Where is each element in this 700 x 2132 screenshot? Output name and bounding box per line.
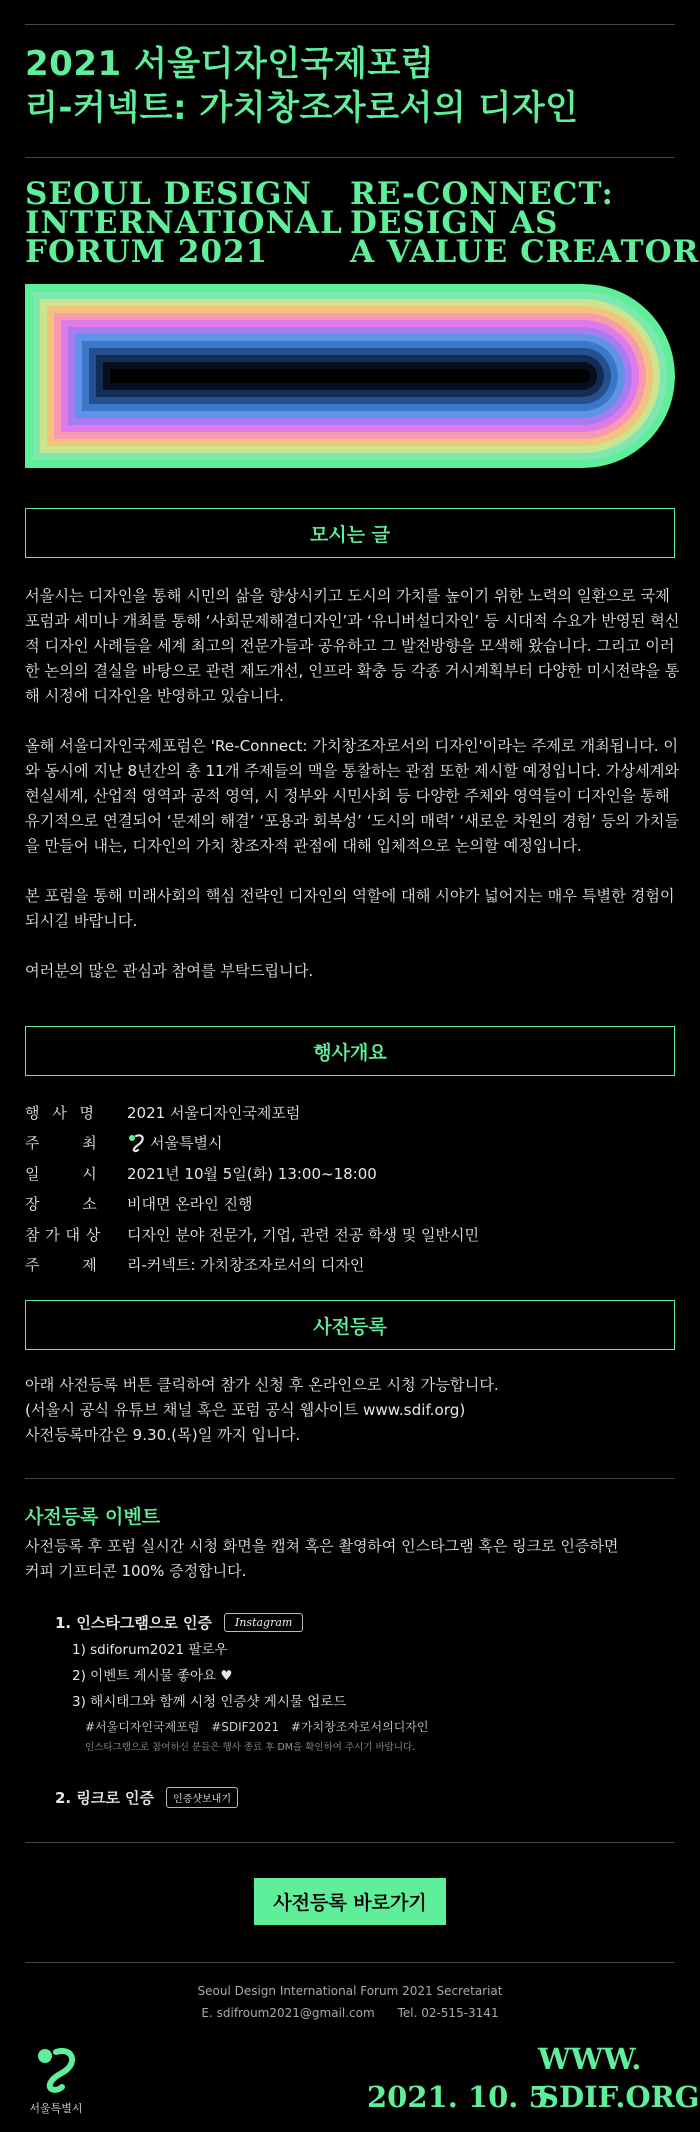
event-description: 사전등록 후 포럼 실시간 시청 화면을 캡쳐 혹은 촬영하여 인스타그램 혹은 링크로 인증하면 커피 기프티콘 100% 증정합니다. bbox=[25, 1537, 619, 1580]
overview-value: 디자인 분야 전문가, 기업, 관련 전공 학생 및 일반시민 bbox=[127, 1225, 479, 1244]
footer-date: 2021. 10. 5 bbox=[367, 2080, 549, 2114]
overview-label: 행 사 명 bbox=[25, 1103, 95, 1122]
event-item-link: 2. 링크로 인증 인증샷보내기 bbox=[55, 1787, 655, 1808]
english-title-left: SEOUL DESIGN INTERNATIONAL FORUM 2021 bbox=[25, 176, 343, 270]
overview-value: 서울특별시 bbox=[127, 1132, 222, 1153]
title-line-1: 2021 서울디자인국제포럼 bbox=[25, 44, 435, 84]
section-heading-registration: 사전등록 bbox=[25, 1300, 675, 1350]
footer-website: WWW. SDIF.ORG bbox=[538, 2042, 700, 2114]
greeting-text bbox=[25, 584, 680, 984]
overview-row bbox=[25, 1189, 675, 1220]
register-now-button[interactable]: 사전등록 바로가기 bbox=[254, 1878, 446, 1925]
seoul-logo-label: 서울특별시 bbox=[29, 2102, 83, 2115]
registration-text: 아래 사전등록 버튼 클릭하여 참가 신청 후 온라인으로 시청 가능합니다. (서울시 공식 유튜브 채널 혹은 포럼 공식 웹사이트 www.sdif.org) 사전등록마감은 9.30.(목)일 까지 입니다. bbox=[25, 1376, 499, 1444]
event-heading: 사전등록 이벤트 bbox=[25, 1506, 161, 1528]
divider bbox=[25, 1478, 675, 1479]
overview-row bbox=[25, 1250, 675, 1281]
section-heading-overview: 행사개요 bbox=[25, 1026, 675, 1076]
greeting-paragraph: 올해 서울디자인국제포럼은 'Re-Connect: 가치창조자로서의 디자인'이라는 주제로 개최됩니다. 이와 동시에 지난 8년간의 총 11개 주제들의 맥을 통찰하는 관점 또한 제시할 예정입니다. 가상세계와 현실세계, 산업적 영역과 공적 영역, 시 정부와 시민사회 등 다양한 주체와 영역들이 디자인을 통해 유기적으로 연결되어 ‘문제의 해결’ ‘포용과 회복성’ ‘도시의 매력’ ‘새로운 차원의 경험’ 등의 가치들을 만들어 내는, 디자인의 가치 창조자적 관점에 대해 입체적으로 논의할 예정입니다. bbox=[25, 737, 680, 855]
event-hashtags: #서울디자인국제포럼 #SDIF2021 #가치창조자로서의디자인 bbox=[85, 1720, 429, 1734]
greeting-paragraph: 본 포럼을 통해 미래사회의 핵심 전략인 디자인의 역할에 대해 시야가 넓어지는 매우 특별한 경험이 되시길 바랍니다. bbox=[25, 887, 675, 930]
overview-row bbox=[25, 1158, 675, 1189]
seoul-city-logo bbox=[26, 2044, 86, 2116]
overview-label: 주 제 bbox=[25, 1256, 97, 1275]
event-step: 3) 해시태그와 함께 시청 인증샷 게시물 업로드 bbox=[72, 1694, 347, 1710]
event-step: 2) 이벤트 게시물 좋아요 ♥ bbox=[72, 1668, 233, 1684]
greeting-paragraph: 여러분의 많은 관심과 참여를 부탁드립니다. bbox=[25, 962, 314, 980]
overview-value: 2021년 10월 5일(화) 13:00~18:00 bbox=[127, 1164, 377, 1183]
section-heading-greeting: 모시는 글 bbox=[25, 508, 675, 558]
divider bbox=[25, 1962, 675, 1963]
overview-value: 리-커넥트: 가치창조자로서의 디자인 bbox=[127, 1256, 365, 1275]
gradient-d-graphic bbox=[25, 284, 675, 468]
title-line-2: 리-커넥트: 가치창조자로서의 디자인 bbox=[25, 88, 579, 128]
greeting-paragraph: 서울시는 디자인을 통해 시민의 삶을 향상시키고 도시의 가치를 높이기 위한 노력의 일환으로 국제포럼과 세미나 개최를 통해 ‘사회문제해결디자인’과 ‘유니버설디자인’ 등 시대적 수요가 반영된 혁신적 디자인 사례들을 세계 최고의 전문가들과 공유하고 그 발전방향을 모색해 왔습니다. 그리고 이러한 논의의 결실을 바탕으로 관련 제도개선, 인프라 확충 등 각종 거시계획부터 다양한 미시전략을 통해 시정에 디자인을 반영하고 있습니다. bbox=[25, 587, 680, 705]
overview-label: 참 가 대 상 bbox=[25, 1225, 101, 1244]
footer-secretariat: Seoul Design International Forum 2021 Secretariat bbox=[197, 1984, 503, 1998]
page-title-korean bbox=[25, 42, 579, 130]
overview-value: 2021 서울디자인국제포럼 bbox=[127, 1103, 301, 1122]
send-proof-pill[interactable]: 인증샷보내기 bbox=[166, 1787, 238, 1808]
overview-row bbox=[25, 1097, 675, 1128]
title-divider bbox=[25, 157, 675, 158]
overview-value: 비대면 온라인 진행 bbox=[127, 1195, 253, 1214]
event-note: 인스타그램으로 참여하신 분들은 행사 종료 후 DM을 확인하여 주시기 바랍니다. bbox=[85, 1742, 416, 1753]
instagram-pill[interactable]: Instagram bbox=[224, 1613, 303, 1632]
divider bbox=[25, 1842, 675, 1843]
overview-label: 일 시 bbox=[25, 1164, 97, 1183]
footer-contact: E. sdifroum2021@gmail.com Tel. 02-515-3141 bbox=[201, 2006, 499, 2020]
overview-label: 주 최 bbox=[25, 1134, 97, 1153]
english-title-right: RE-CONNECT: DESIGN AS A VALUE CREATOR bbox=[350, 176, 700, 270]
seoul-logo-icon bbox=[32, 2044, 80, 2094]
seoul-logo-icon bbox=[127, 1133, 147, 1153]
overview-row bbox=[25, 1219, 675, 1250]
event-item-instagram: 1. 인스타그램으로 인증 Instagram 1) sdiforum2021 팔로우 2) 이벤트 게시물 좋아요 ♥ 3) 해시태그와 함께 시청 인증샷 게시물 업로드 #서울디자인국제포럼 #SDIF2021 #가치창조자로서의디자인 인스타그램으로 참여하신 분들은 행사 종료 후 DM을 확인하여 주시기 바랍니다. bbox=[55, 1612, 655, 1757]
overview-label: 장 소 bbox=[25, 1195, 97, 1214]
overview-table bbox=[25, 1097, 675, 1280]
overview-row bbox=[25, 1128, 675, 1159]
top-divider bbox=[25, 24, 675, 25]
event-step: 1) sdiforum2021 팔로우 bbox=[72, 1642, 228, 1658]
